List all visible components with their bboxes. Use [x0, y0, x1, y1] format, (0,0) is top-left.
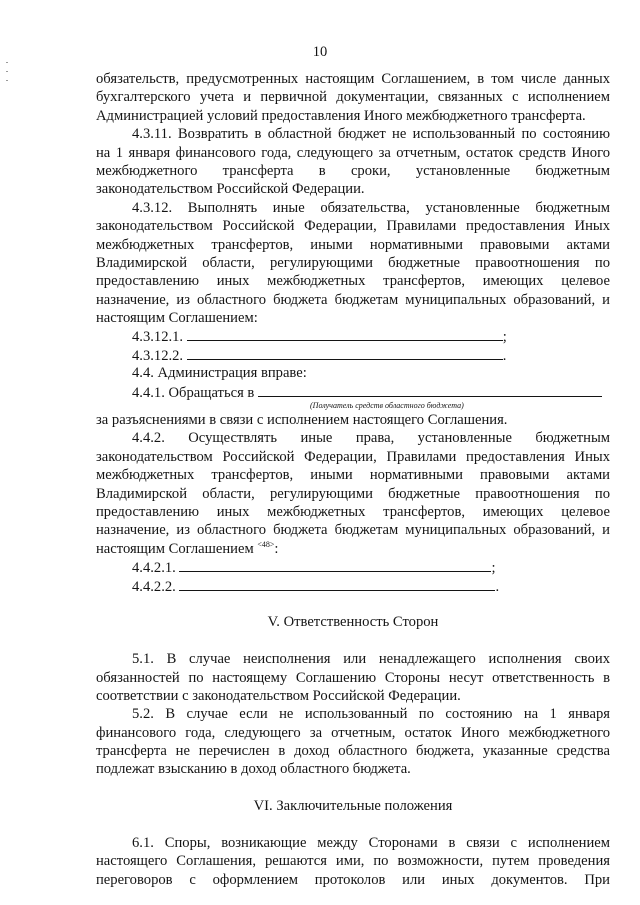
text-line: 4.3.12. Выполнять иные обязательства, установленные бюджетным — [132, 199, 610, 216]
footnote-ref: <48> — [257, 539, 275, 549]
clause-6-1 — [96, 834, 610, 889]
text-line: 5.1. В случае неисполнения или ненадлежащего исполнения своих — [132, 651, 610, 668]
clause-4-4-2 — [96, 429, 610, 558]
text-line — [96, 540, 610, 558]
item-end: ; — [502, 329, 507, 346]
text-line: подлежат взысканию в доход областного бюджета. — [96, 761, 411, 778]
item-end: ; — [491, 560, 496, 577]
text-line: предоставлению иных межбюджетных трансфертов, имеющих целевое — [96, 503, 610, 520]
text-line: назначение, из областного бюджета бюджетам муниципальных образований, и — [96, 291, 610, 308]
text-line: межбюджетного трансферта в сроки, установленные бюджетным — [96, 162, 610, 179]
blank-line — [187, 346, 503, 360]
clause-4-3-12 — [96, 199, 610, 328]
clause-4-4-1 — [96, 383, 610, 401]
text-line: межбюджетных трансфертов, иными нормативными правовыми актами — [96, 236, 610, 253]
text-fragment: настоящим Соглашением — [96, 540, 254, 557]
text-line: Владимирской области, регулирующими бюджетные правоотношения по — [96, 254, 610, 271]
item-label: 4.4.2.2. — [132, 578, 176, 595]
text-line: межбюджетных трансфертов, иными нормативными правовыми актами — [96, 467, 610, 484]
clause-4-4: 4.4. Администрация вправе: — [132, 365, 307, 382]
text-line: назначение, из областного бюджета бюджетам муниципальных образований, и — [96, 522, 610, 539]
text-line: предоставлению иных межбюджетных трансфертов, имеющих целевое — [96, 273, 610, 290]
blank-line — [179, 558, 491, 572]
document-body — [96, 70, 610, 889]
clause-5-2 — [96, 705, 610, 779]
text-line: 5.2. В случае если не использованный по состоянию на 1 января — [132, 706, 610, 723]
clause-text: 4.4.1. Обращаться в — [132, 384, 255, 401]
clause-5-1 — [96, 650, 610, 705]
item-end: . — [502, 347, 507, 364]
text-line: 4.4.2. Осуществлять иные права, установленные бюджетным — [132, 430, 610, 447]
text-line: законодательством Российской Федерации, Правилами предоставления Иных — [96, 448, 610, 465]
text-line: обязанностей по настоящему Соглашению Стороны несут ответственность в — [96, 669, 610, 686]
text-line: 4.3.11. Возвратить в областной бюджет не использованный по состоянию — [132, 126, 610, 143]
text-line: настоящим Соглашением: — [96, 310, 258, 327]
text-line: за разъяснениями в связи с исполнением настоящего Соглашения. — [96, 412, 508, 429]
page-number: 10 — [312, 44, 328, 60]
paragraph-continuation — [96, 70, 610, 125]
blank-line — [187, 327, 503, 341]
text-line: настоящего Соглашения, решаются ими, по возможности, путем проведения — [96, 853, 610, 870]
scan-mark — [6, 62, 8, 63]
blank-line — [179, 577, 495, 591]
field-caption: (Получатель средств областного бюджета) — [310, 401, 464, 411]
text-line: законодательством Российской Федерации, Правилами предоставления Иных — [96, 218, 610, 235]
scan-mark — [6, 80, 8, 81]
text-line: Владимирской области, регулирующими бюджетные правоотношения по — [96, 485, 610, 502]
text-line: обязательств, предусмотренных настоящим Соглашением, в том числе данных — [96, 71, 610, 87]
item-label: 4.4.2.1. — [132, 560, 176, 577]
text-line: финансового года, следующего за отчетным, остаток Иного межбюджетного — [96, 724, 610, 741]
clause-4-3-11 — [96, 125, 610, 199]
item-end: . — [495, 578, 500, 595]
text-line: Администрацией условий предоставления Иного межбюджетного трансферта. — [96, 107, 586, 124]
text-line: на 1 января финансового года, следующего за отчетным, остаток средств Иного — [96, 144, 610, 161]
text-line: соответствии с законодательством Российской Федерации. — [96, 687, 461, 704]
clause-4-3-12-2 — [96, 346, 610, 364]
item-label: 4.3.12.1. — [132, 329, 184, 346]
blank-line — [258, 383, 602, 397]
text-fragment: : — [274, 540, 279, 557]
scan-mark — [6, 71, 8, 72]
text-line: переговоров с оформлением протоколов или иных документов. При — [96, 871, 610, 888]
clause-4-3-12-1 — [96, 327, 610, 345]
text-line: законодательством Российской Федерации. — [96, 181, 365, 198]
text-line: трансферта не перечислен в доход областного бюджета, указанные средства — [96, 743, 610, 760]
text-line: бухгалтерского учета и первичной документации, связанных с исполнением — [96, 89, 610, 106]
text-line: 6.1. Споры, возникающие между Сторонами в связи с исполнением — [132, 835, 610, 852]
clause-4-4-2-1 — [96, 558, 610, 576]
clause-4-4-2-2 — [96, 577, 610, 595]
section-heading-5: V. Ответственность Сторон — [267, 614, 439, 631]
section-heading-6: VI. Заключительные положения — [253, 798, 453, 815]
item-label: 4.3.12.2. — [132, 347, 184, 364]
